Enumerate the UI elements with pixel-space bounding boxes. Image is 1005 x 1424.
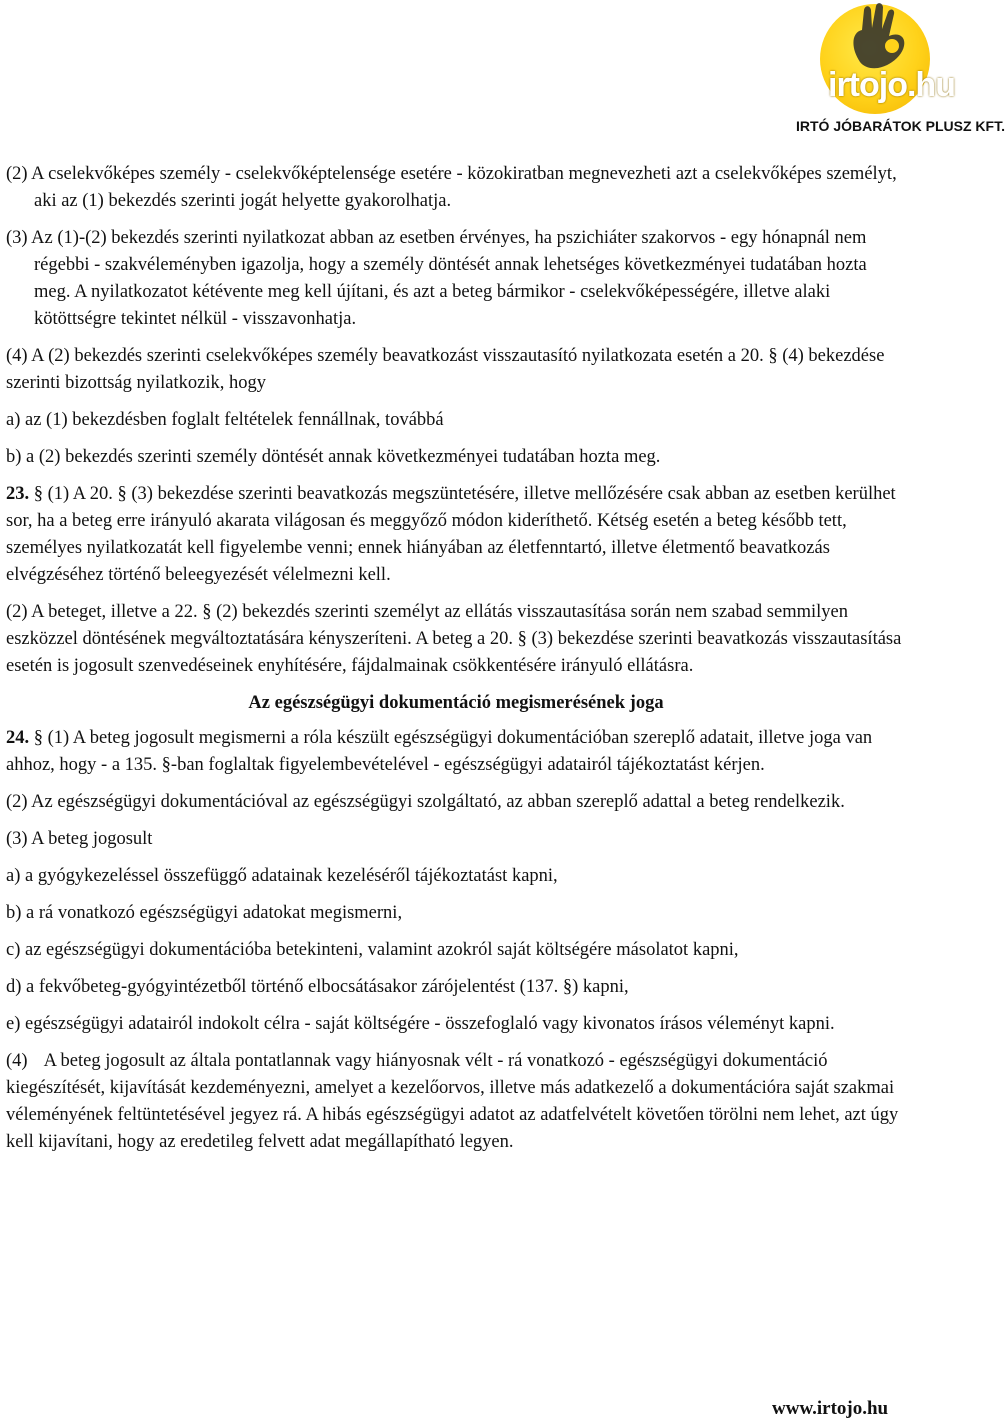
paragraph-24-1	[6, 725, 906, 779]
list-item-b: b) a (2) bekezdés szerinti személy döntését annak következményei tudatában hozta meg.	[6, 447, 661, 467]
company-logo	[790, 0, 1005, 138]
paragraph-23-1	[6, 481, 906, 589]
paragraph-24-4-number: (4)	[6, 1051, 28, 1071]
list-item-b: b) a rá vonatkozó egészségügyi adatokat megismerni,	[6, 903, 403, 923]
list-item-a: a) a gyógykezeléssel összefüggő adatainak kezeléséről tájékoztatást kapni,	[6, 866, 558, 886]
paragraph-22-3: (3) Az (1)-(2) bekezdés szerinti nyilatkozat abban az esetben érvényes, ha pszichiáter szakorvos - egy hónapnál nem régebbi - szakvéleményben igazolja, hogy a személy döntését annak lehetséges következményei tudatában hozta meg. A nyilatkozatot kétévente meg kell újítani, és azt a beteg bármikor - cselekvőképességére, illetve alaki kötöttségre tekintet nélkül - visszavonhatja.	[6, 228, 867, 329]
paragraph-24-4-text: A beteg jogosult az általa pontatlannak vagy hiányosnak vélt - rá vonatkozó - egészségügyi dokumentáció kiegészítését, kijavítását kezdeményezni, amelyet a kezelőorvos, illetve más adatkezelő a dokumentációra saját szakmai véleményének feltüntetésével jegyez rá. A hibás egészségügyi adatot az adatfelvételt követően törölni nem lehet, azt úgy kell kijavítani, hogy az eredetileg felvett adat megállapítható legyen.	[6, 1051, 899, 1152]
document-body	[6, 161, 906, 1166]
paragraph-24-4	[6, 1048, 906, 1156]
paragraph-22-4: (4) A (2) bekezdés szerinti cselekvőképes személy beavatkozást visszautasító nyilatkozata esetén a 20. § (4) bekezdése szerinti bizottság nyilatkozik, hogy	[6, 346, 885, 393]
ok-hand-icon	[840, 2, 920, 72]
logo-tagline: IRTÓ JÓBARÁTOK PLUSZ KFT.	[796, 118, 1005, 134]
section-number-23: 23.	[6, 484, 30, 504]
paragraph-24-1-text: § (1) A beteg jogosult megismerni a róla készült egészségügyi dokumentációban szereplő adatait, illetve joga van ahhoz, hogy - a 135. §-ban foglaltak figyelembevételével - egészségügyi adatairól tájékoztatást kérjen.	[6, 728, 873, 775]
logo-wordmark: irtojo.hu	[828, 66, 955, 104]
list-item-d: d) a fekvőbeteg-gyógyintézetből történő elbocsátásakor zárójelentést (137. §) kapni,	[6, 977, 629, 997]
paragraph-24-2: (2) Az egészségügyi dokumentációval az egészségügyi szolgáltató, az abban szereplő adattal a beteg rendelkezik.	[6, 792, 845, 812]
section-number-24: 24.	[6, 728, 30, 748]
section-heading: Az egészségügyi dokumentáció megismerésének joga	[248, 693, 664, 713]
list-item-a: a) az (1) bekezdésben foglalt feltételek fennállnak, továbbá	[6, 410, 444, 430]
footer-url: www.irtojo.hu	[772, 1398, 889, 1419]
list-item-c: c) az egészségügyi dokumentációba betekinteni, valamint azokról saját költségére másolatot kapni,	[6, 940, 739, 960]
list-item-e: e) egészségügyi adatairól indokolt célra - saját költségére - összefoglaló vagy kivonatos írásos véleményt kapni.	[6, 1014, 835, 1034]
paragraph-24-3: (3) A beteg jogosult	[6, 829, 153, 849]
paragraph-22-2: (2) A cselekvőképes személy - cselekvőképtelensége esetére - közokiratban megnevezheti azt a cselekvőképes személyt, aki az (1) bekezdés szerinti jogát helyette gyakorolhatja.	[6, 164, 897, 211]
paragraph-23-2: (2) A beteget, illetve a 22. § (2) bekezdés szerinti személyt az ellátás visszautasítása során nem szabad semmilyen eszközzel döntésének megváltoztatására kényszeríteni. A beteg a 20. § (3) bekezdése szerinti beavatkozás visszautasítása esetén is jogosult szenvedéseinek enyhítésére, fájdalmainak csökkentésére irányuló ellátásra.	[6, 602, 902, 676]
paragraph-23-1-text: § (1) A 20. § (3) bekezdése szerinti beavatkozás megszüntetésére, illetve mellőzésére csak abban az esetben kerülhet sor, ha a beteg erre irányuló akarata világosan és meggyőző módon kideríthető. Kétség esetén a beteg később tett, személyes nyilatkozatát kell figyelembe venni; ennek hiányában az életfenntartó, illetve életmentő beavatkozás elvégzéséhez történő beleegyezését vélelmezni kell.	[6, 484, 896, 585]
